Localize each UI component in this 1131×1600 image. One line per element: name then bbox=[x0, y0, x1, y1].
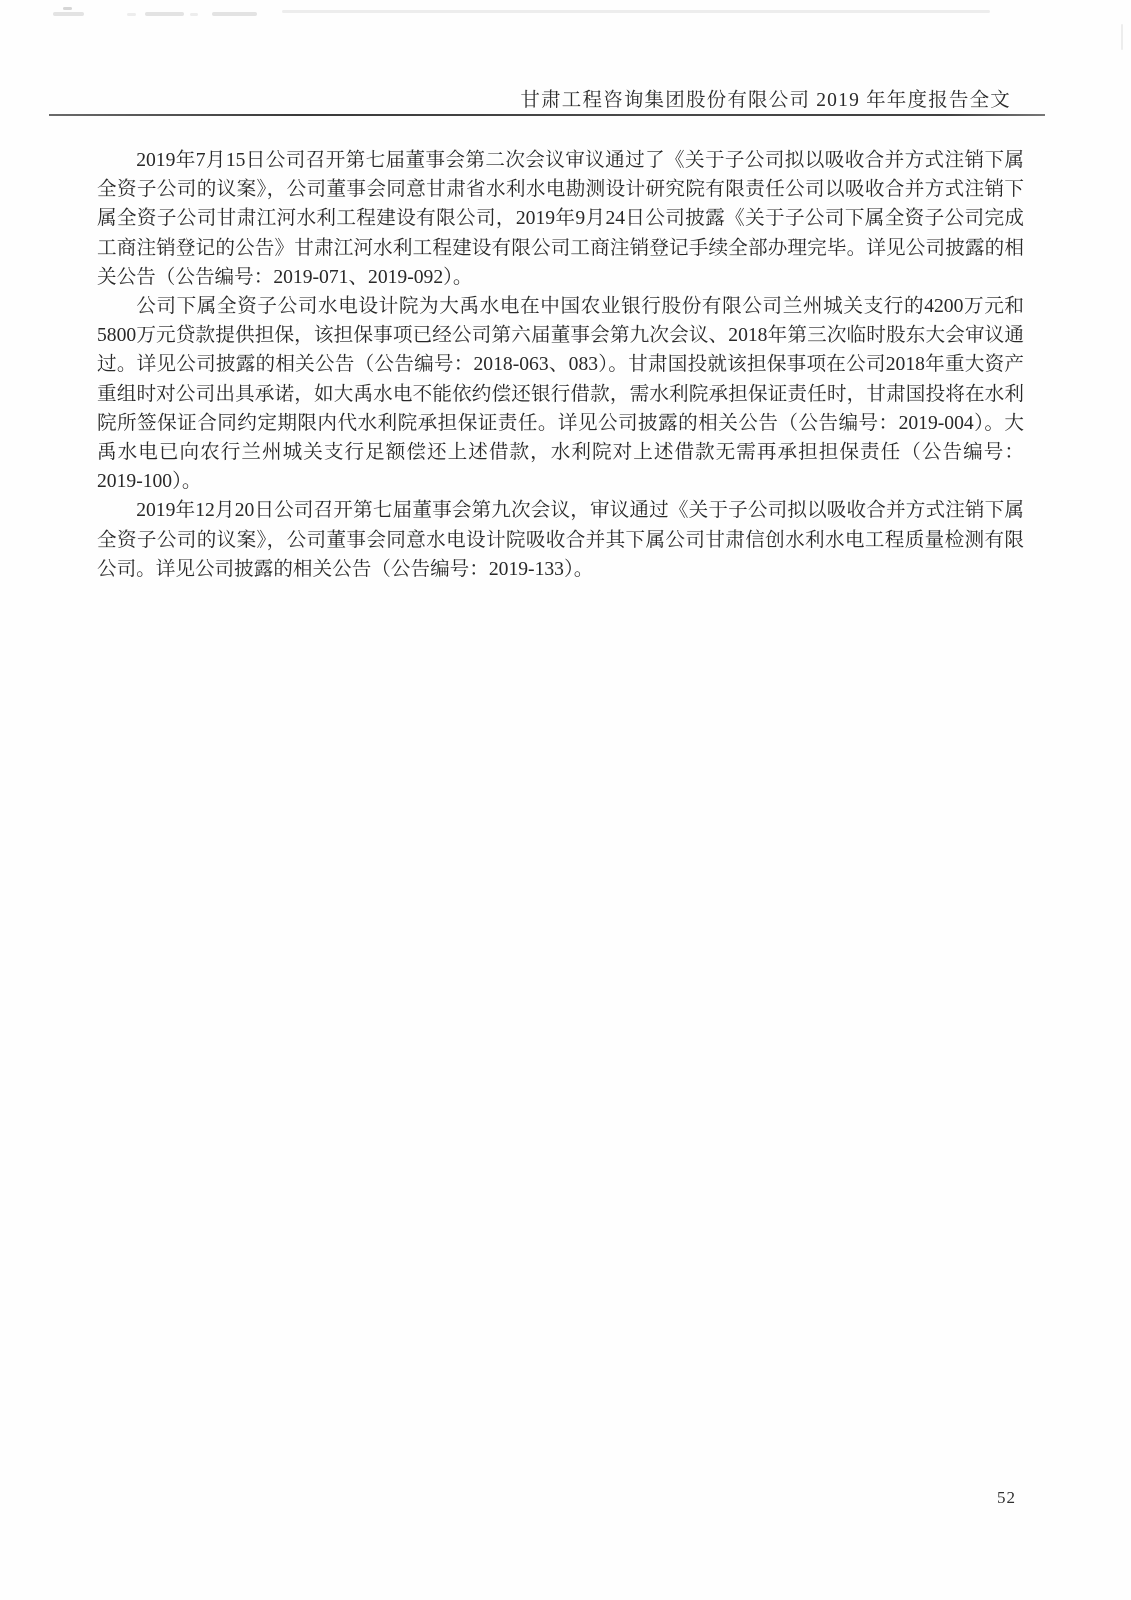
scan-artifact bbox=[190, 13, 198, 16]
document-body bbox=[97, 146, 1024, 584]
scan-artifact bbox=[145, 12, 184, 16]
scan-artifact bbox=[127, 13, 136, 16]
scan-artifact bbox=[212, 12, 257, 16]
header-rule bbox=[49, 114, 1045, 116]
body-paragraph: 2019年12月20日公司召开第七届董事会第九次会议，审议通过《关于子公司拟以吸收合并方式注销下属全资子公司的议案》，公司董事会同意水电设计院吸收合并其下属公司甘肃信创水利水电工程质量检测有限公司。详见公司披露的相关公告（公告编号：2019-133）。 bbox=[97, 500, 1024, 580]
body-paragraph: 公司下属全资子公司水电设计院为大禹水电在中国农业银行股份有限公司兰州城关支行的4200万元和5800万元贷款提供担保，该担保事项已经公司第六届董事会第九次会议、2018年第三次临时股东大会审议通过。详见公司披露的相关公告（公告编号：2018-063、083）。甘肃国投就该担保事项在公司2018年重大资产重组时对公司出具承诺，如大禹水电不能依约偿还银行借款，需水利院承担保证责任时，甘肃国投将在水利院所签保证合同约定期限内代水利院承担保证责任。详见公司披露的相关公告（公告编号：2019-004）。大禹水电已向农行兰州城关支行足额偿还上述借款，水利院对上述借款无需再承担担保责任（公告编号：2019-100）。 bbox=[97, 296, 1024, 493]
page-header-title: 甘肃工程咨询集团股份有限公司 2019 年年度报告全文 bbox=[520, 90, 1011, 111]
scan-artifact bbox=[1121, 24, 1123, 50]
scan-artifact bbox=[282, 10, 990, 13]
page-number: 52 bbox=[997, 1488, 1016, 1507]
scan-artifact bbox=[63, 7, 72, 10]
scan-artifact bbox=[53, 12, 84, 16]
body-paragraph: 2019年7月15日公司召开第七届董事会第二次会议审议通过了《关于子公司拟以吸收合并方式注销下属全资子公司的议案》，公司董事会同意甘肃省水利水电勘测设计研究院有限责任公司以吸收合并方式注销下属全资子公司甘肃江河水利工程建设有限公司，2019年9月24日公司披露《关于子公司下属全资子公司完成工商注销登记的公告》甘肃江河水利工程建设有限公司工商注销登记手续全部办理完毕。详见公司披露的相关公告（公告编号：2019-071、2019-092）。 bbox=[97, 150, 1024, 288]
